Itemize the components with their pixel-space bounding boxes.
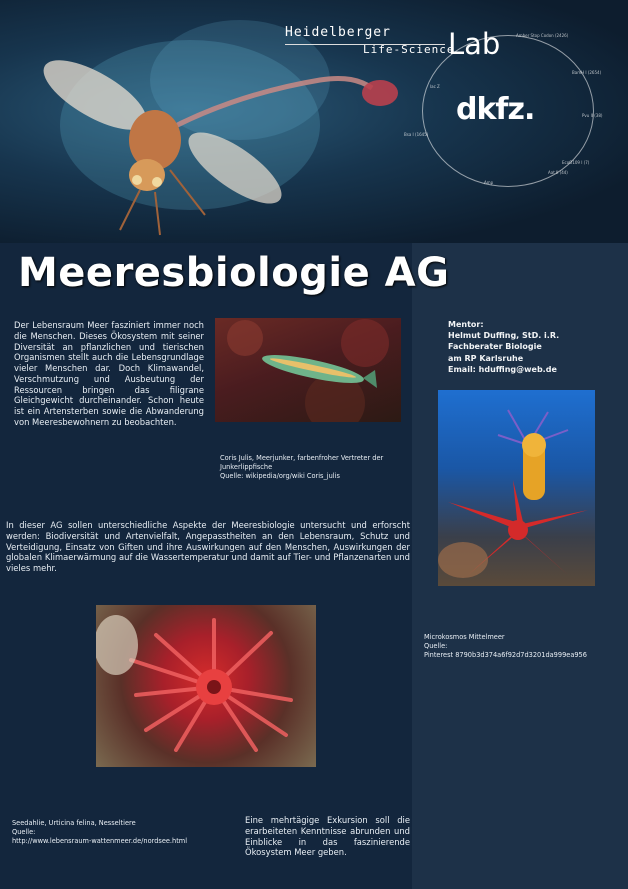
ring-label: Bsa I (1645) bbox=[404, 132, 429, 137]
dkfz-logo: dkfz. bbox=[456, 92, 535, 127]
ring-label: Amber Stop Codon (2426) bbox=[516, 33, 569, 38]
brand-logo bbox=[285, 25, 501, 61]
mentor-name: Helmut Duffing, StD. i.R. bbox=[448, 331, 560, 341]
excursion-paragraph: Eine mehrtägige Exkursion soll die erarbeiteten Kenntnisse abrunden und Einblicke in das faszinierende Ökosystem Meer geben. bbox=[245, 815, 410, 858]
mentor-block bbox=[448, 319, 559, 375]
brand-lab: Lab bbox=[448, 27, 501, 61]
ring-label: EcoO109 I (7) bbox=[562, 160, 590, 165]
brand-line1: Heidelberger bbox=[285, 25, 391, 40]
mentor-email: Email: hduffing@web.de bbox=[448, 364, 557, 374]
fish-caption: Coris Julis, Meerjunker, farbenfroher Vertreter der Junkerlippfische Quelle: wikipedia/org/wiki Coris_julis bbox=[220, 454, 384, 480]
starfish-caption: Microkosmos Mittelmeer Quelle: Pinterest 8790b3d374a6f92d7d3201da999ea956 bbox=[424, 633, 587, 659]
header-banner bbox=[0, 0, 628, 243]
page-title: Meeresbiologie AG bbox=[18, 250, 450, 296]
starfish-photo bbox=[438, 390, 595, 586]
starfish-image bbox=[438, 390, 595, 586]
ring-label: lac Z bbox=[430, 84, 440, 89]
mentor-role: Fachberater Biologie bbox=[448, 342, 542, 352]
anemone-caption: Seedahlie, Urticina felina, Nesseltiere Quelle: http://www.lebensraum-wattenmeer.de/nordsee.html bbox=[12, 819, 188, 845]
intro-paragraph: Der Lebensraum Meer fasziniert immer noch die Menschen. Dieses Ökosystem mit seiner Diversität an pflanzlichen und tierischen Organismen stellt auch die Lebensgrundlage vieler Menschen dar. Doch Klimawandel, Verschmutzung und Ausbeutung der Ressourcen bringen das filigrane Gleichgewicht durcheinander. Schon heute ist ein Artensterben sowie die Abwanderung von Meeresbewohnern zu beobachten. bbox=[14, 320, 204, 427]
fish-image bbox=[215, 318, 401, 422]
anemone-photo bbox=[96, 605, 316, 767]
fish-photo bbox=[215, 318, 401, 422]
ring-label: Aat II (44) bbox=[548, 170, 568, 175]
mentor-place: am RP Karlsruhe bbox=[448, 353, 524, 363]
ring-label: Pvu II (38) bbox=[582, 113, 603, 118]
anemone-image bbox=[96, 605, 316, 767]
brand-line2: Life-Science bbox=[363, 43, 455, 56]
ring-label: Amp bbox=[484, 180, 494, 185]
ring-label: BamH I (2654) bbox=[572, 70, 602, 75]
mentor-label: Mentor: bbox=[448, 320, 484, 329]
aim-paragraph: In dieser AG sollen unterschiedliche Aspekte der Meeresbiologie untersucht und erforscht werden: Biodiversität und Artenvielfalt, Angepasstheiten an den Lebensraum, Schutz und Verteidigung, Einsatz von Giften und ihre Auswirkungen auf den Menschen, Auswirkungen der globalen Klimaerwärmung auf die Wassertemperatur und damit auf Tier- und Pflanzenarten und vieles mehr. bbox=[6, 520, 410, 573]
